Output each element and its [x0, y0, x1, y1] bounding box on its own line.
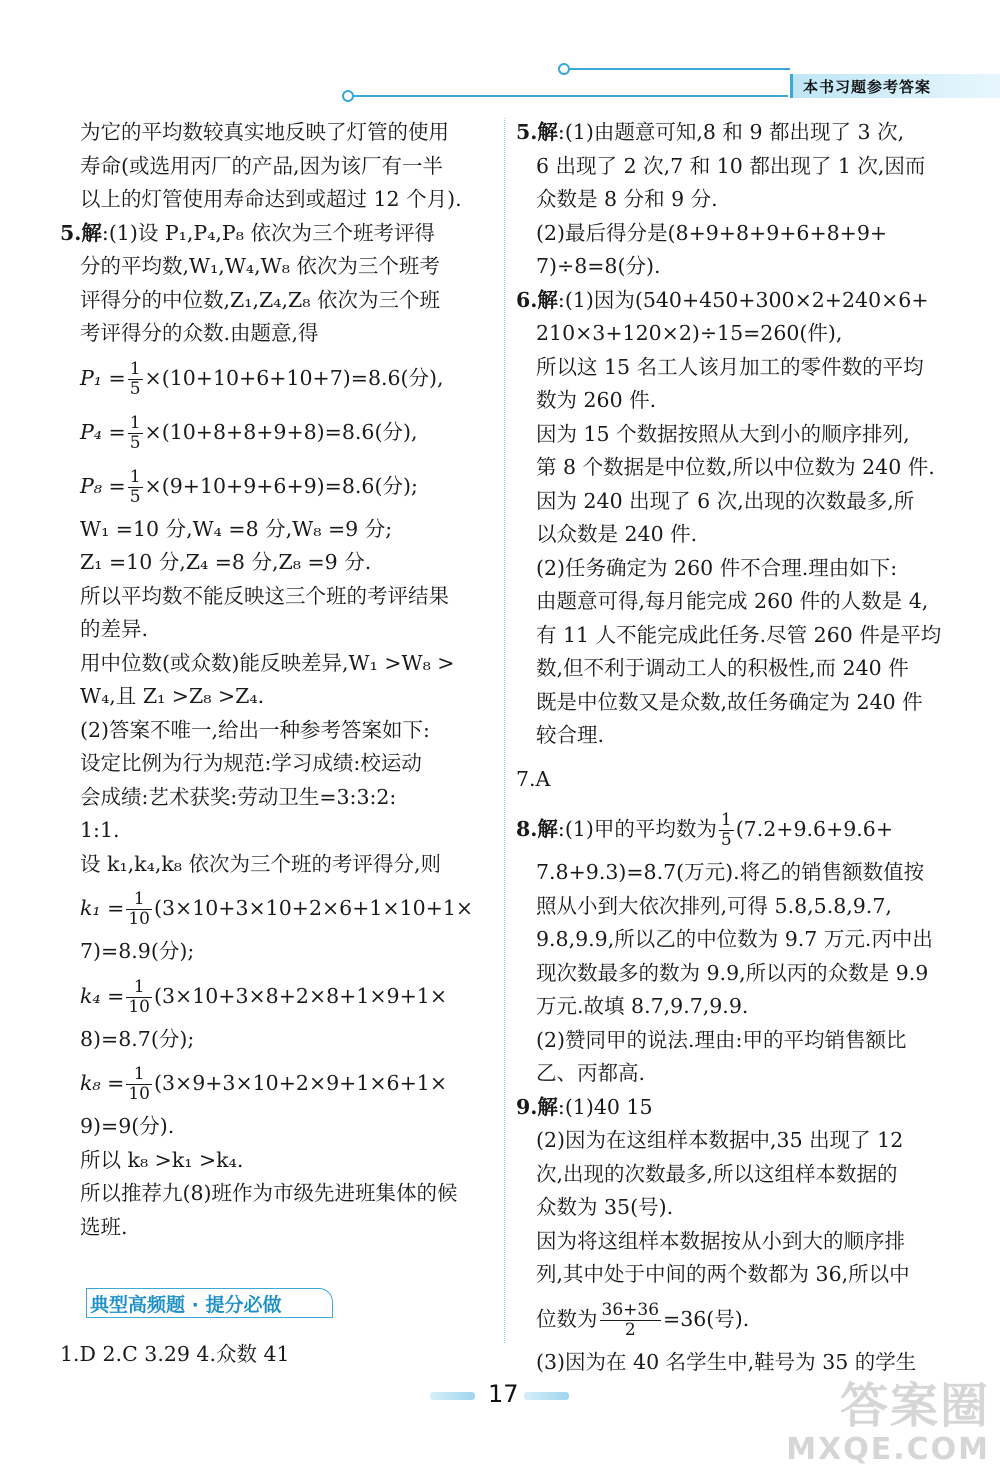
- fraction-denominator: 10: [128, 1084, 150, 1104]
- fraction-numerator: 1: [126, 978, 152, 998]
- text-line: 因为将这组样本数据按从小到大的顺序排: [536, 1228, 905, 1253]
- text-line: 分的平均数,W₁,W₄,W₈ 依次为三个班考: [80, 254, 440, 278]
- text-line: 有 11 人不能完成此任务.尽管 260 件是平均: [536, 622, 942, 647]
- text-segment: (7.2+9.6+9.6+: [735, 817, 894, 841]
- fraction-denominator: 10: [128, 909, 150, 929]
- fraction-denominator: 2: [624, 1319, 636, 1340]
- fraction-numerator: 1: [129, 466, 141, 487]
- text-line: 列,其中处于中间的两个数都为 36,所以中: [536, 1262, 910, 1286]
- header-rule-upper: [565, 68, 790, 70]
- formula-lhs: k₄ =: [80, 983, 125, 1008]
- text-segment: :(1)40 15: [557, 1094, 653, 1119]
- text-line: 众数是 8 分和 9 分.: [536, 187, 718, 211]
- footer-decoration-right: [524, 1392, 569, 1400]
- formula-rhs: (3×10+3×8+2×8+1×9+1×: [153, 983, 448, 1008]
- formula-lhs: P₈ =: [80, 473, 126, 498]
- text-line: 数,但不利于调动工人的积极性,而 240 件: [536, 656, 909, 680]
- text-line: 评得分的中位数,Z₁,Z₄,Z₈ 依次为三个班: [80, 287, 440, 312]
- text-line: 万元.故填 8.7,9.7,9.9.: [536, 994, 749, 1018]
- fraction-denominator: 5: [720, 830, 732, 850]
- text-line: (3)因为在 40 名学生中,鞋号为 35 的学生: [536, 1349, 917, 1374]
- fraction-denominator: 5: [129, 432, 141, 453]
- text-line: 9.8,9.9,所以乙的中位数为 9.7 万元.丙中出: [536, 927, 933, 951]
- text-line: 9)=9(分).: [80, 1114, 175, 1138]
- formula-k8: [80, 1056, 500, 1110]
- text-line: 所以平均数不能反映这三个班的考评结果: [80, 583, 449, 608]
- question-number: 6.解: [516, 287, 558, 312]
- header-title: 本书习题参考答案: [803, 78, 932, 96]
- text-segment: :(1)甲的平均数为: [557, 817, 717, 841]
- text-line: 210×3+120×2)÷15=260(件),: [536, 321, 843, 345]
- fraction-numerator: 1: [720, 810, 732, 830]
- right-column: [516, 116, 976, 1379]
- text-line: 7)÷8=8(分).: [536, 254, 661, 278]
- column-divider: [504, 118, 505, 1343]
- text-line: Z₁ =10 分,Z₄ =8 分,Z₈ =9 分.: [80, 550, 372, 574]
- question-number: 5.解: [516, 120, 558, 144]
- text-line: 数为 260 件.: [536, 388, 657, 412]
- formula-lhs: k₁ =: [80, 896, 125, 920]
- text-line: 第 8 个数据是中位数,所以中位数为 240 件.: [536, 455, 935, 479]
- question-9-line: [516, 1091, 976, 1125]
- fraction-numerator: 1: [126, 1065, 152, 1085]
- question-number: 5.解: [60, 220, 102, 245]
- watermark-logo-text: 答案圈: [839, 1378, 990, 1434]
- header-dot-left: [342, 90, 354, 102]
- formula-k4: [80, 969, 500, 1023]
- formula-p8: [80, 459, 500, 513]
- text-line: 为它的平均数较真实地反映了灯管的使用: [80, 120, 449, 144]
- text-line: (2)最后得分是(8+9+8+9+6+8+9+: [536, 220, 888, 245]
- fraction: [128, 414, 143, 453]
- page-number: 17: [488, 1380, 519, 1408]
- fraction: [126, 890, 152, 929]
- fraction-numerator: 1: [129, 358, 141, 379]
- text-line: (2)任务确定为 260 件不合理.理由如下:: [536, 555, 898, 580]
- text-line: 1:1.: [80, 818, 120, 842]
- question-8-line: [516, 802, 976, 856]
- watermark-url: MXQE.COM: [786, 1432, 990, 1467]
- text-line: (2)答案不唯一,给出一种参考答案如下:: [80, 717, 430, 742]
- text-line: (2)因为在这组样本数据中,35 出现了 12: [536, 1128, 904, 1152]
- formula-p1: [80, 351, 500, 405]
- formula-rhs: ×(10+10+6+10+7)=8.6(分),: [144, 365, 444, 390]
- text-segment: :(1)由题意可知,8 和 9 都出现了 3 次,: [557, 120, 905, 144]
- text-line: 设 k₁,k₄,k₈ 依次为三个班的考评得分,则: [80, 851, 442, 876]
- text-line: 所以推荐九(8)班作为市级先进班集体的候: [80, 1181, 458, 1205]
- text-line: 寿命(或选用丙厂的产品,因为该厂有一半: [80, 153, 444, 178]
- fraction: [600, 1301, 662, 1340]
- text-line: W₄,且 Z₁ >Z₈ >Z₄.: [80, 684, 265, 708]
- text-segment: :(1)设 P₁,P₄,P₈ 依次为三个班考评得: [101, 220, 435, 245]
- left-column: [60, 116, 500, 1244]
- text-line: (2)赞同甲的说法.理由:甲的平均销售额比: [536, 1027, 907, 1052]
- question-5-line: [60, 217, 500, 251]
- question-5-line: [516, 116, 976, 150]
- formula-rhs: (3×10+3×10+2×6+1×10+1×: [153, 896, 474, 920]
- question-7-answer: 7.A: [516, 766, 551, 791]
- text-line: 所以 k₈ >k₁ >k₄.: [80, 1147, 244, 1172]
- text-segment: :(1)因为(540+450+300×2+240×6+: [557, 287, 929, 312]
- footer-decoration-left: [430, 1392, 475, 1400]
- fraction-denominator: 5: [129, 486, 141, 507]
- fraction: [719, 811, 734, 850]
- text-line: 用中位数(或众数)能反映差异,W₁ >W₈ >: [80, 650, 455, 675]
- question-number: 8.解: [516, 817, 558, 841]
- text-segment: 位数为: [536, 1306, 598, 1331]
- text-line: 以众数是 240 件.: [536, 522, 698, 546]
- text-line: 考评得分的众数.由题意,得: [80, 321, 319, 345]
- formula-rhs: ×(9+10+9+6+9)=8.6(分);: [144, 473, 418, 498]
- text-line: 7.8+9.3)=8.7(万元).将乙的销售额数值按: [536, 860, 925, 884]
- fraction: [126, 1065, 152, 1104]
- text-line: 选班.: [80, 1214, 128, 1239]
- header-tag: [790, 74, 1000, 98]
- median-formula: [516, 1292, 976, 1346]
- formula-lhs: P₄ =: [80, 419, 126, 444]
- fraction: [128, 360, 143, 399]
- fraction-numerator: 1: [126, 890, 152, 910]
- fraction-denominator: 5: [129, 378, 141, 399]
- formula-p4: [80, 405, 500, 459]
- header-dot-upper: [558, 63, 570, 75]
- bottom-answers: 1.D 2.C 3.29 4.众数 41: [60, 1342, 290, 1366]
- formula-k1: [80, 881, 500, 935]
- banner-title: 典型高频题 · 提分必做: [90, 1294, 282, 1316]
- question-6-line: [516, 284, 976, 318]
- text-line: 7)=8.9(分);: [80, 939, 195, 963]
- fraction: [126, 978, 152, 1017]
- text-line: 较合理.: [536, 723, 605, 747]
- question-number: 9.解: [516, 1094, 558, 1119]
- text-line: 现次数最多的数为 9.9,所以丙的众数是 9.9: [536, 960, 929, 985]
- text-line: 设定比例为行为规范:学习成绩:校运动: [80, 751, 422, 775]
- text-line: 会成绩:艺术获奖:劳动卫生=3:3:2:: [80, 784, 397, 809]
- fraction-numerator: 1: [129, 412, 141, 433]
- text-line: 的差异.: [80, 617, 149, 641]
- text-line: 因为 240 出现了 6 次,出现的次数最多,所: [536, 488, 915, 513]
- text-line: 以上的灯管使用寿命达到或超过 12 个月).: [80, 187, 462, 211]
- watermark: [786, 1380, 990, 1467]
- text-line: 8)=8.7(分);: [80, 1026, 195, 1051]
- text-line: 照从小到大依次排列,可得 5.8,5.8,9.7,: [536, 893, 892, 918]
- fraction-numerator: 36+36: [601, 1299, 660, 1320]
- formula-lhs: P₁ =: [80, 365, 126, 390]
- formula-rhs: (3×9+3×10+2×9+1×6+1×: [153, 1071, 448, 1095]
- section-banner: [78, 1288, 333, 1318]
- header-rule: [348, 95, 788, 97]
- text-line: 众数为 35(号).: [536, 1195, 674, 1219]
- text-line: 6 出现了 2 次,7 和 10 都出现了 1 次,因而: [536, 153, 926, 178]
- text-line: 既是中位数又是众数,故任务确定为 240 件: [536, 689, 923, 714]
- text-line: 次,出现的次数最多,所以这组样本数据的: [536, 1161, 898, 1186]
- text-line: W₁ =10 分,W₄ =8 分,W₈ =9 分;: [80, 516, 393, 541]
- fraction-denominator: 10: [128, 996, 150, 1017]
- formula-rhs: ×(10+8+8+9+8)=8.6(分),: [144, 419, 418, 444]
- text-line: 所以这 15 名工人该月加工的零件数的平均: [536, 354, 924, 379]
- text-line: 由题意可得,每月能完成 260 件的人数是 4,: [536, 589, 929, 613]
- text-line: 因为 15 个数据按照从大到小的顺序排列,: [536, 421, 910, 446]
- fraction: [128, 468, 143, 507]
- text-line: 乙、丙都高.: [536, 1061, 646, 1085]
- formula-lhs: k₈ =: [80, 1071, 125, 1095]
- text-segment: =36(号).: [663, 1306, 750, 1331]
